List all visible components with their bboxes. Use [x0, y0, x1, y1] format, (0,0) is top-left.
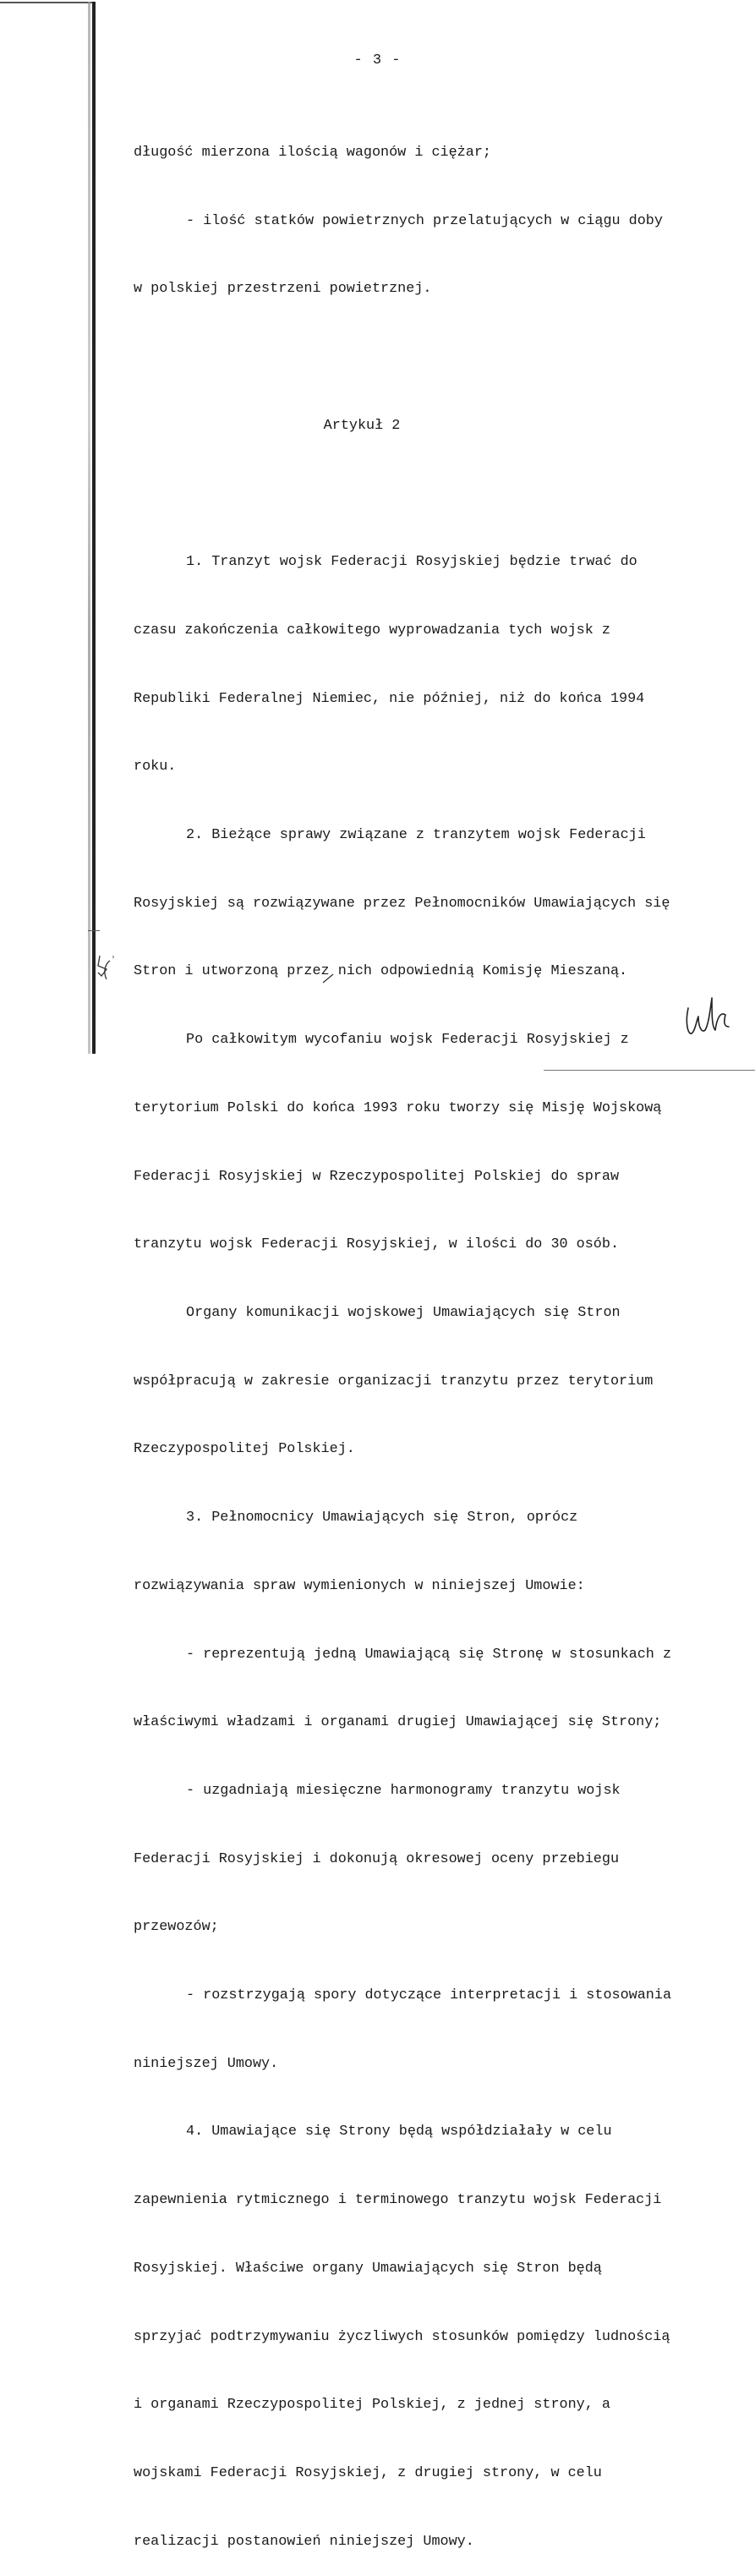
text-line: - uzgadniają miesięczne harmonogramy tranzytu wojsk: [186, 1782, 621, 1799]
page-edge-rule: [544, 1070, 755, 1071]
article-heading: Artykuł 2: [323, 417, 401, 434]
text-line: w polskiej przestrzeni powietrznej.: [134, 281, 432, 298]
text-line: właściwymi władzami i organami drugiej Umawiającej się Strony;: [134, 1714, 662, 1731]
text-line: zapewnienia rytmicznego i terminowego tranzytu wojsk Federacji: [134, 2192, 662, 2209]
text-line: 2. Bieżące sprawy związane z tranzytem wojsk Federacji: [186, 827, 646, 844]
text-line: realizacji postanowień niniejszej Umowy.: [134, 2533, 474, 2550]
text-line: Po całkowitym wycofaniu wojsk Federacji Rosyjskiej z: [186, 1032, 629, 1049]
initials-signature: [683, 989, 734, 1040]
stray-pen-mark: [321, 973, 335, 984]
binding-tick-mark: [88, 930, 100, 931]
text-line: 1. Tranzyt wojsk Federacji Rosyjskiej będzie trwać do: [186, 554, 637, 571]
text-line: przewozów;: [134, 1919, 219, 1936]
document-body: [134, 96, 717, 2576]
text-line: Rosyjskiej są rozwiązywane przez Pełnomocników Umawiających się: [134, 895, 670, 912]
page-number: - 3 -: [353, 52, 402, 69]
text-line: niniejszej Umowy.: [134, 2055, 279, 2072]
binding-top-edge: [0, 2, 95, 3]
text-line: roku.: [134, 759, 177, 776]
text-line: Stron i utworzoną przez nich odpowiednią Komisję Mieszaną.: [134, 963, 628, 980]
text-line: wojskami Federacji Rosyjskiej, z drugiej strony, w celu: [134, 2464, 602, 2481]
text-line: - ilość statków powietrznych przelatujących w ciągu doby: [186, 212, 663, 229]
text-line: czasu zakończenia całkowitego wyprowadzania tych wojsk z: [134, 622, 610, 639]
text-line: terytorium Polski do końca 1993 roku tworzy się Misję Wojskową: [134, 1099, 662, 1116]
text-line: sprzyjać podtrzymywaniu życzliwych stosunków pomiędzy ludnością: [134, 2328, 670, 2345]
text-line: długość mierzona ilością wagonów i ciężar;: [134, 144, 491, 161]
text-line: 3. Pełnomocnicy Umawiających się Stron, oprócz: [186, 1510, 578, 1526]
text-line: Organy komunikacji wojskowej Umawiających się Stron: [186, 1304, 621, 1321]
text-line: - rozstrzygają spory dotyczące interpretacji i stosowania: [186, 1987, 672, 2004]
text-line: Republiki Federalnej Niemiec, nie później, niż do końca 1994: [134, 690, 645, 707]
text-line: Rzeczypospolitej Polskiej.: [134, 1441, 355, 1458]
text-line: rozwiązywania spraw wymienionych w niniejszej Umowie:: [134, 1577, 585, 1594]
text-line: Federacji Rosyjskiej i dokonują okresowej oceny przebiegu: [134, 1850, 620, 1867]
text-line: - reprezentują jedną Umawiającą się Stronę w stosunkach z: [186, 1646, 672, 1663]
text-line: współpracują w zakresie organizacji tranzytu przez terytorium: [134, 1373, 654, 1389]
binding-shadow: [88, 2, 90, 1054]
text-line: 4. Umawiające się Strony będą współdziałały w celu: [186, 2124, 612, 2140]
text-line: Federacji Rosyjskiej w Rzeczypospolitej Polskiej do spraw: [134, 1168, 620, 1185]
document-binding-line: [92, 2, 96, 1054]
text-line: tranzytu wojsk Federacji Rosyjskiej, w ilości do 30 osób.: [134, 1236, 620, 1253]
text-line: i organami Rzeczypospolitej Polskiej, z jednej strony, a: [134, 2397, 610, 2414]
text-line: Rosyjskiej. Właściwe organy Umawiających się Stron będą: [134, 2260, 602, 2277]
margin-pencil-mark: [95, 954, 125, 996]
